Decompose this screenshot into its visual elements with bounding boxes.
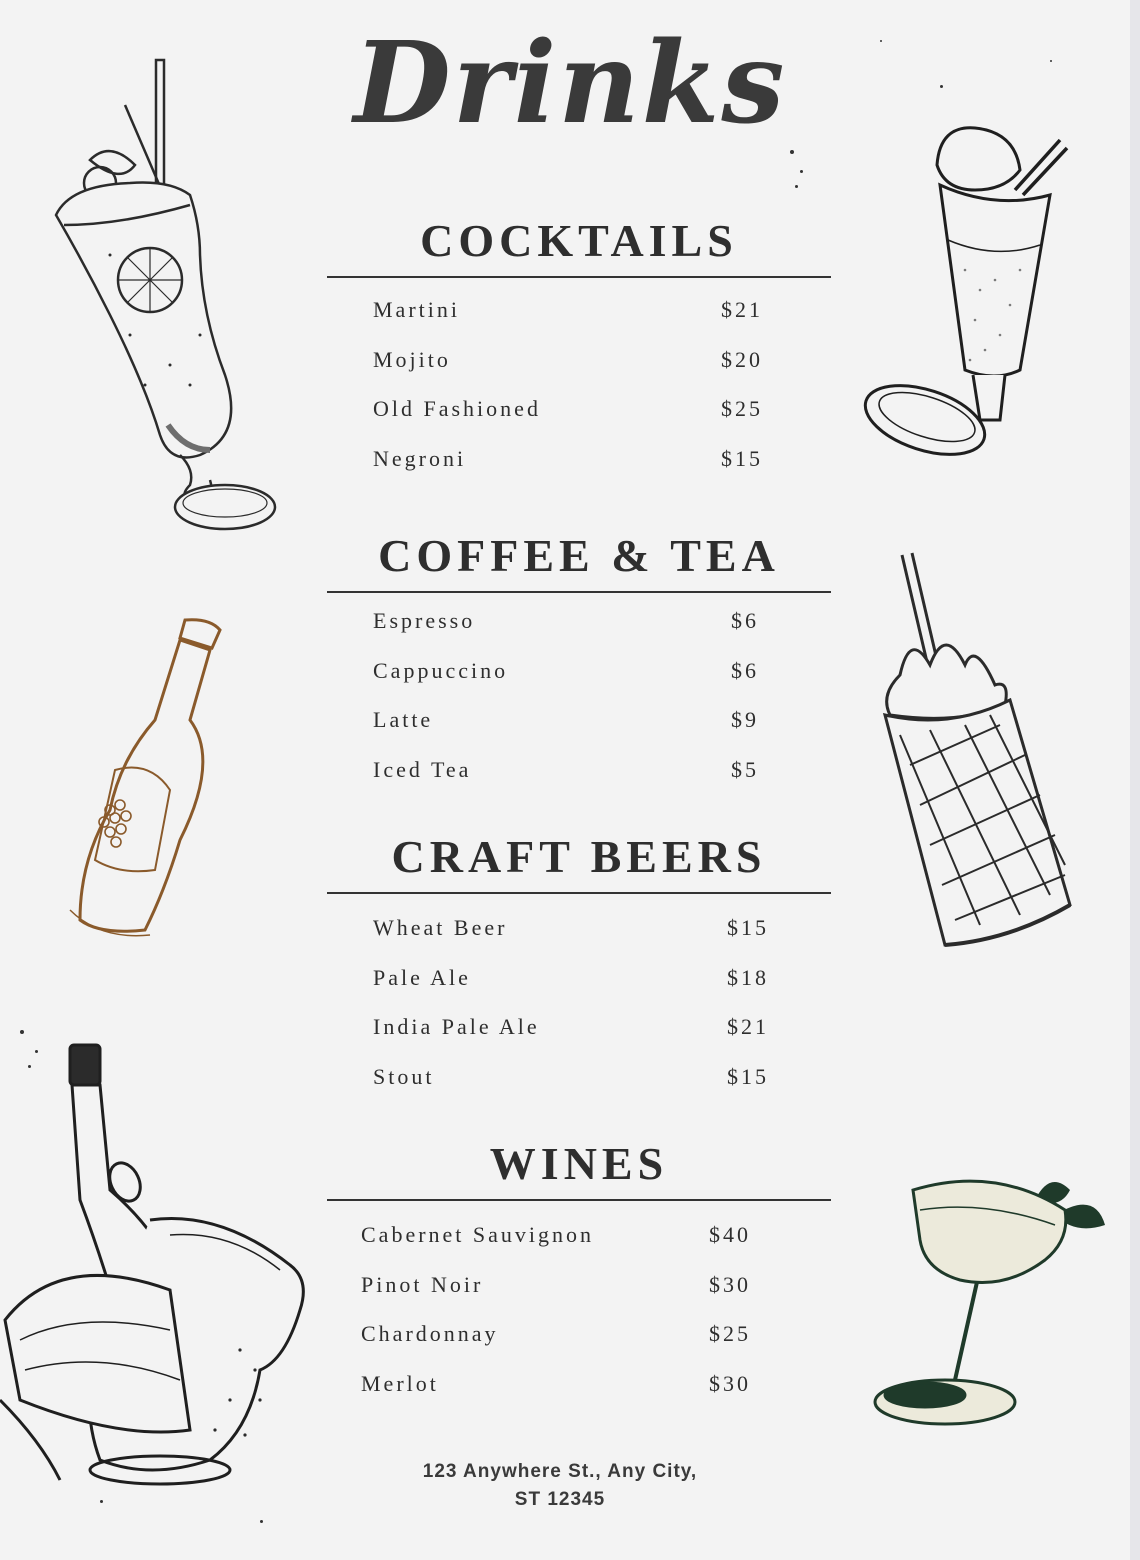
item-price: $6 xyxy=(731,657,759,683)
item-name: Stout xyxy=(373,1063,435,1089)
section-divider xyxy=(327,1199,831,1201)
section-divider xyxy=(327,276,831,278)
section-divider xyxy=(327,591,831,593)
item-price: $18 xyxy=(727,964,769,990)
item-price: $5 xyxy=(731,756,759,782)
item-name: Mojito xyxy=(373,346,451,372)
tiki-cocktail-icon xyxy=(870,545,1075,955)
item-name: Pinot Noir xyxy=(361,1271,484,1297)
margarita-glass-icon xyxy=(865,1170,1110,1455)
menu-title: Drinks xyxy=(353,18,787,149)
section-cocktails xyxy=(327,215,831,486)
item-name: Pale Ale xyxy=(373,964,471,990)
section-heading: CRAFT BEERS xyxy=(391,831,767,882)
menu-item xyxy=(327,1312,831,1362)
item-price: $15 xyxy=(721,445,763,471)
item-name: Old Fashioned xyxy=(373,396,541,421)
item-price: $30 xyxy=(709,1271,751,1297)
menu-item xyxy=(327,1005,831,1055)
item-price: $21 xyxy=(727,1014,769,1039)
item-name: Iced Tea xyxy=(373,756,472,782)
menu-item xyxy=(327,387,831,437)
section-divider xyxy=(327,892,831,894)
menu-item xyxy=(327,698,831,748)
champagne-bucket-icon xyxy=(0,1040,310,1490)
item-price: $15 xyxy=(727,1063,769,1089)
item-name: Merlot xyxy=(361,1370,439,1396)
section-heading: COCKTAILS xyxy=(420,215,738,266)
item-name: Martini xyxy=(373,297,460,322)
item-name: Latte xyxy=(373,707,434,732)
address xyxy=(330,1458,790,1514)
menu-item xyxy=(327,338,831,388)
item-price: $20 xyxy=(721,346,763,372)
item-price: $9 xyxy=(731,707,759,732)
page-edge xyxy=(1130,0,1140,1560)
menu-item xyxy=(327,649,831,699)
address-line-1: 123 Anywhere St., Any City, xyxy=(422,1461,698,1482)
item-name: Cabernet Sauvignon xyxy=(361,1222,595,1247)
item-price: $25 xyxy=(709,1321,751,1346)
item-price: $6 xyxy=(731,608,759,633)
wine-bottle-icon xyxy=(60,610,230,960)
section-wines xyxy=(327,1138,831,1411)
item-name: Espresso xyxy=(373,608,476,633)
item-name: Chardonnay xyxy=(361,1321,499,1346)
item-price: $25 xyxy=(721,396,763,421)
item-price: $30 xyxy=(709,1370,751,1396)
item-name: India Pale Ale xyxy=(373,1014,540,1039)
menu-item xyxy=(327,437,831,487)
item-name: Cappuccino xyxy=(373,657,509,683)
menu-item xyxy=(327,748,831,798)
item-price: $15 xyxy=(727,915,769,940)
menu-item xyxy=(327,288,831,338)
menu-item xyxy=(327,1263,831,1313)
item-name: Wheat Beer xyxy=(373,915,508,940)
menu-item xyxy=(327,599,831,649)
menu-item xyxy=(327,1213,831,1263)
section-heading: WINES xyxy=(489,1138,669,1189)
menu-item xyxy=(327,956,831,1006)
section-craft-beers xyxy=(327,831,831,1104)
section-coffee-tea xyxy=(327,530,831,797)
milkshake-glass-icon xyxy=(855,120,1070,460)
section-heading: COFFEE & TEA xyxy=(378,530,780,581)
item-price: $40 xyxy=(709,1222,751,1247)
menu-item xyxy=(327,1055,831,1105)
hurricane-cocktail-icon xyxy=(50,55,280,540)
item-name: Negroni xyxy=(373,445,467,471)
menu-item xyxy=(327,906,831,956)
menu-item xyxy=(327,1362,831,1412)
address-line-2: ST 12345 xyxy=(514,1489,606,1510)
item-price: $21 xyxy=(721,297,763,322)
